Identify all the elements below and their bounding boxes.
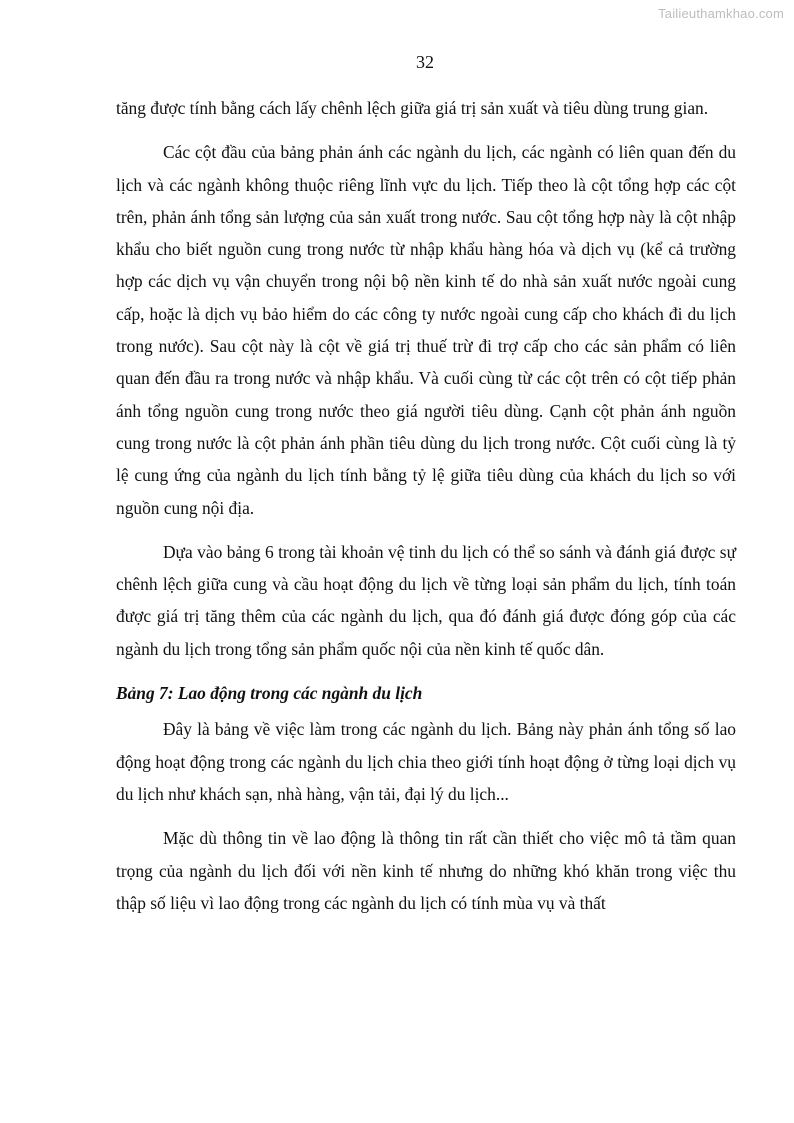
page-number: 32 <box>416 52 434 72</box>
paragraph-labor-info: Mặc dù thông tin về lao động là thông tin rất cần thiết cho việc mô tả tầm quan trọng của ngành du lịch đối với nền kinh tế nhưng do những khó khăn trong việc thu thập số liệu vì lao động trong các ngành du lịch có tính mùa vụ và thất <box>116 828 736 913</box>
watermark: Tailieuthamkhao.com <box>658 6 784 21</box>
paragraph-continuation: tăng được tính bằng cách lấy chênh lệch giữa giá trị sản xuất và tiêu dùng trung gian. <box>116 98 709 118</box>
section-heading-table-7: Bảng 7: Lao động trong các ngành du lịch <box>116 683 423 704</box>
paragraph-table-columns: Các cột đầu của bảng phản ánh các ngành du lịch, các ngành có liên quan đến du lịch và các ngành không thuộc riêng lĩnh vực du lịch. Tiếp theo là cột tổng hợp các cột trên, phản ánh tổng sản lượng của sản xuất trong nước. Sau cột tổng hợp này là cột nhập khẩu cho biết nguồn cung trong nước từ nhập khẩu hàng hóa và dịch vụ (kể cả trường hợp các dịch vụ vận chuyển trong nội bộ nền kinh tế do nhà sản xuất nước ngoài cung cấp, hoặc là dịch vụ bảo hiểm do các công ty nước ngoài cung cấp cho khách đi du lịch trong nước). Sau cột này là cột về giá trị thuế trừ đi trợ cấp cho các sản phẩm có liên quan đến đầu ra trong nước và nhập khẩu. Và cuối cùng từ các cột trên có cột tiếp phản ánh tổng nguồn cung trong nước theo giá người tiêu dùng. Cạnh cột phản ánh nguồn cung trong nước là cột phản ánh phần tiêu dùng du lịch trong nước. Cột cuối cùng là tỷ lệ cung ứng của ngành du lịch tính bằng tỷ lệ giữa tiêu dùng của khách du lịch so với nguồn cung nội địa. <box>116 142 736 518</box>
paragraph-employment: Đây là bảng về việc làm trong các ngành du lịch. Bảng này phản ánh tổng số lao động hoạt động trong các ngành du lịch chia theo giới tính hoạt động ở từng loại dịch vụ du lịch như khách sạn, nhà hàng, vận tải, đại lý du lịch... <box>116 719 736 804</box>
paragraph-table-6: Dựa vào bảng 6 trong tài khoản vệ tinh du lịch có thể so sánh và đánh giá được sự chênh lệch giữa cung và cầu hoạt động du lịch về từng loại sản phẩm du lịch, tính toán được giá trị tăng thêm của các ngành du lịch, qua đó đánh giá được đóng góp của các ngành du lịch trong tổng sản phẩm quốc nội của nền kinh tế quốc dân. <box>116 541 736 659</box>
document-body <box>116 92 736 931</box>
